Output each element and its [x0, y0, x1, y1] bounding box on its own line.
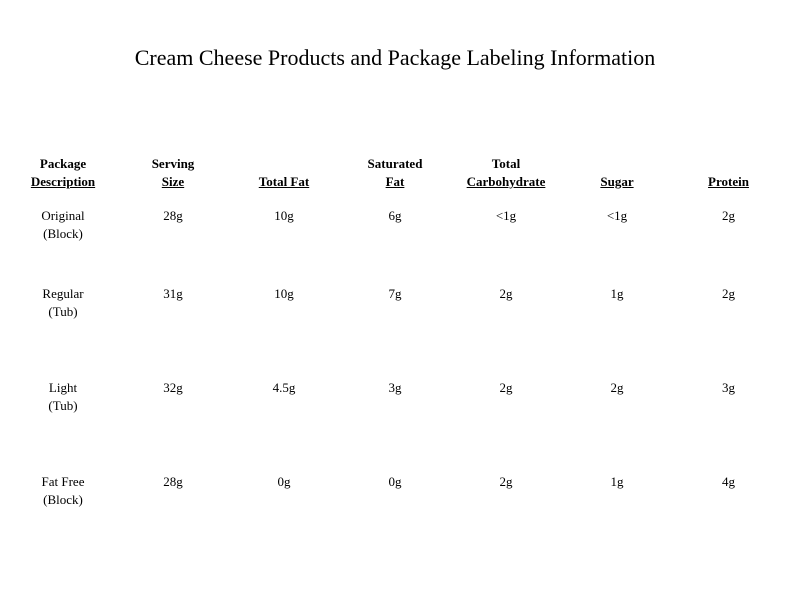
cell-total-fat: 0g	[277, 474, 291, 489]
cell-serving-size: 28g	[163, 208, 183, 223]
cell-description: Original (Block)	[41, 208, 85, 241]
cell-carbohydrate: 2g	[499, 474, 513, 489]
column-header-total-fat: Total Fat	[258, 174, 310, 189]
cell-saturated-fat: 6g	[388, 208, 402, 223]
cell-serving-size: 28g	[163, 474, 183, 489]
cell-sugar: 1g	[610, 286, 624, 301]
cell-total-fat: 10g	[274, 208, 294, 223]
column-header-package-description: Package Description	[30, 156, 96, 189]
cell-protein: 3g	[722, 380, 735, 395]
cell-carbohydrate: <1g	[495, 208, 517, 223]
cell-saturated-fat: 0g	[388, 474, 402, 489]
cell-total-fat: 4.5g	[272, 380, 296, 395]
table-row	[8, 473, 785, 567]
cell-description: Fat Free (Block)	[41, 474, 85, 507]
cell-description: Regular (Tub)	[42, 286, 84, 319]
page-title: Cream Cheese Products and Package Labeling Information	[134, 45, 656, 70]
cell-sugar: 1g	[610, 474, 624, 489]
table-row	[8, 285, 785, 379]
cell-saturated-fat: 3g	[388, 380, 402, 395]
column-header-sugar: Sugar	[600, 174, 634, 189]
cell-carbohydrate: 2g	[499, 286, 513, 301]
cell-protein: 4g	[722, 474, 735, 489]
cell-description: Light (Tub)	[48, 380, 78, 413]
nutrition-table	[8, 155, 785, 567]
column-header-saturated-fat: Saturated Fat	[367, 156, 423, 189]
table-row	[8, 379, 785, 473]
cell-carbohydrate: 2g	[499, 380, 513, 395]
column-header-serving-size: Serving Size	[151, 156, 195, 189]
cell-protein: 2g	[722, 286, 735, 301]
column-header-protein: Protein	[708, 174, 749, 189]
cell-total-fat: 10g	[274, 286, 294, 301]
cell-sugar: 2g	[610, 380, 624, 395]
cell-serving-size: 32g	[163, 380, 183, 395]
cell-serving-size: 31g	[163, 286, 183, 301]
column-header-total-carbohydrate: Total Carbohydrate	[466, 156, 546, 189]
cell-sugar: <1g	[606, 208, 628, 223]
cell-saturated-fat: 7g	[388, 286, 402, 301]
cell-protein: 2g	[722, 208, 735, 223]
table-header-row	[8, 155, 785, 191]
table-row	[8, 191, 785, 285]
